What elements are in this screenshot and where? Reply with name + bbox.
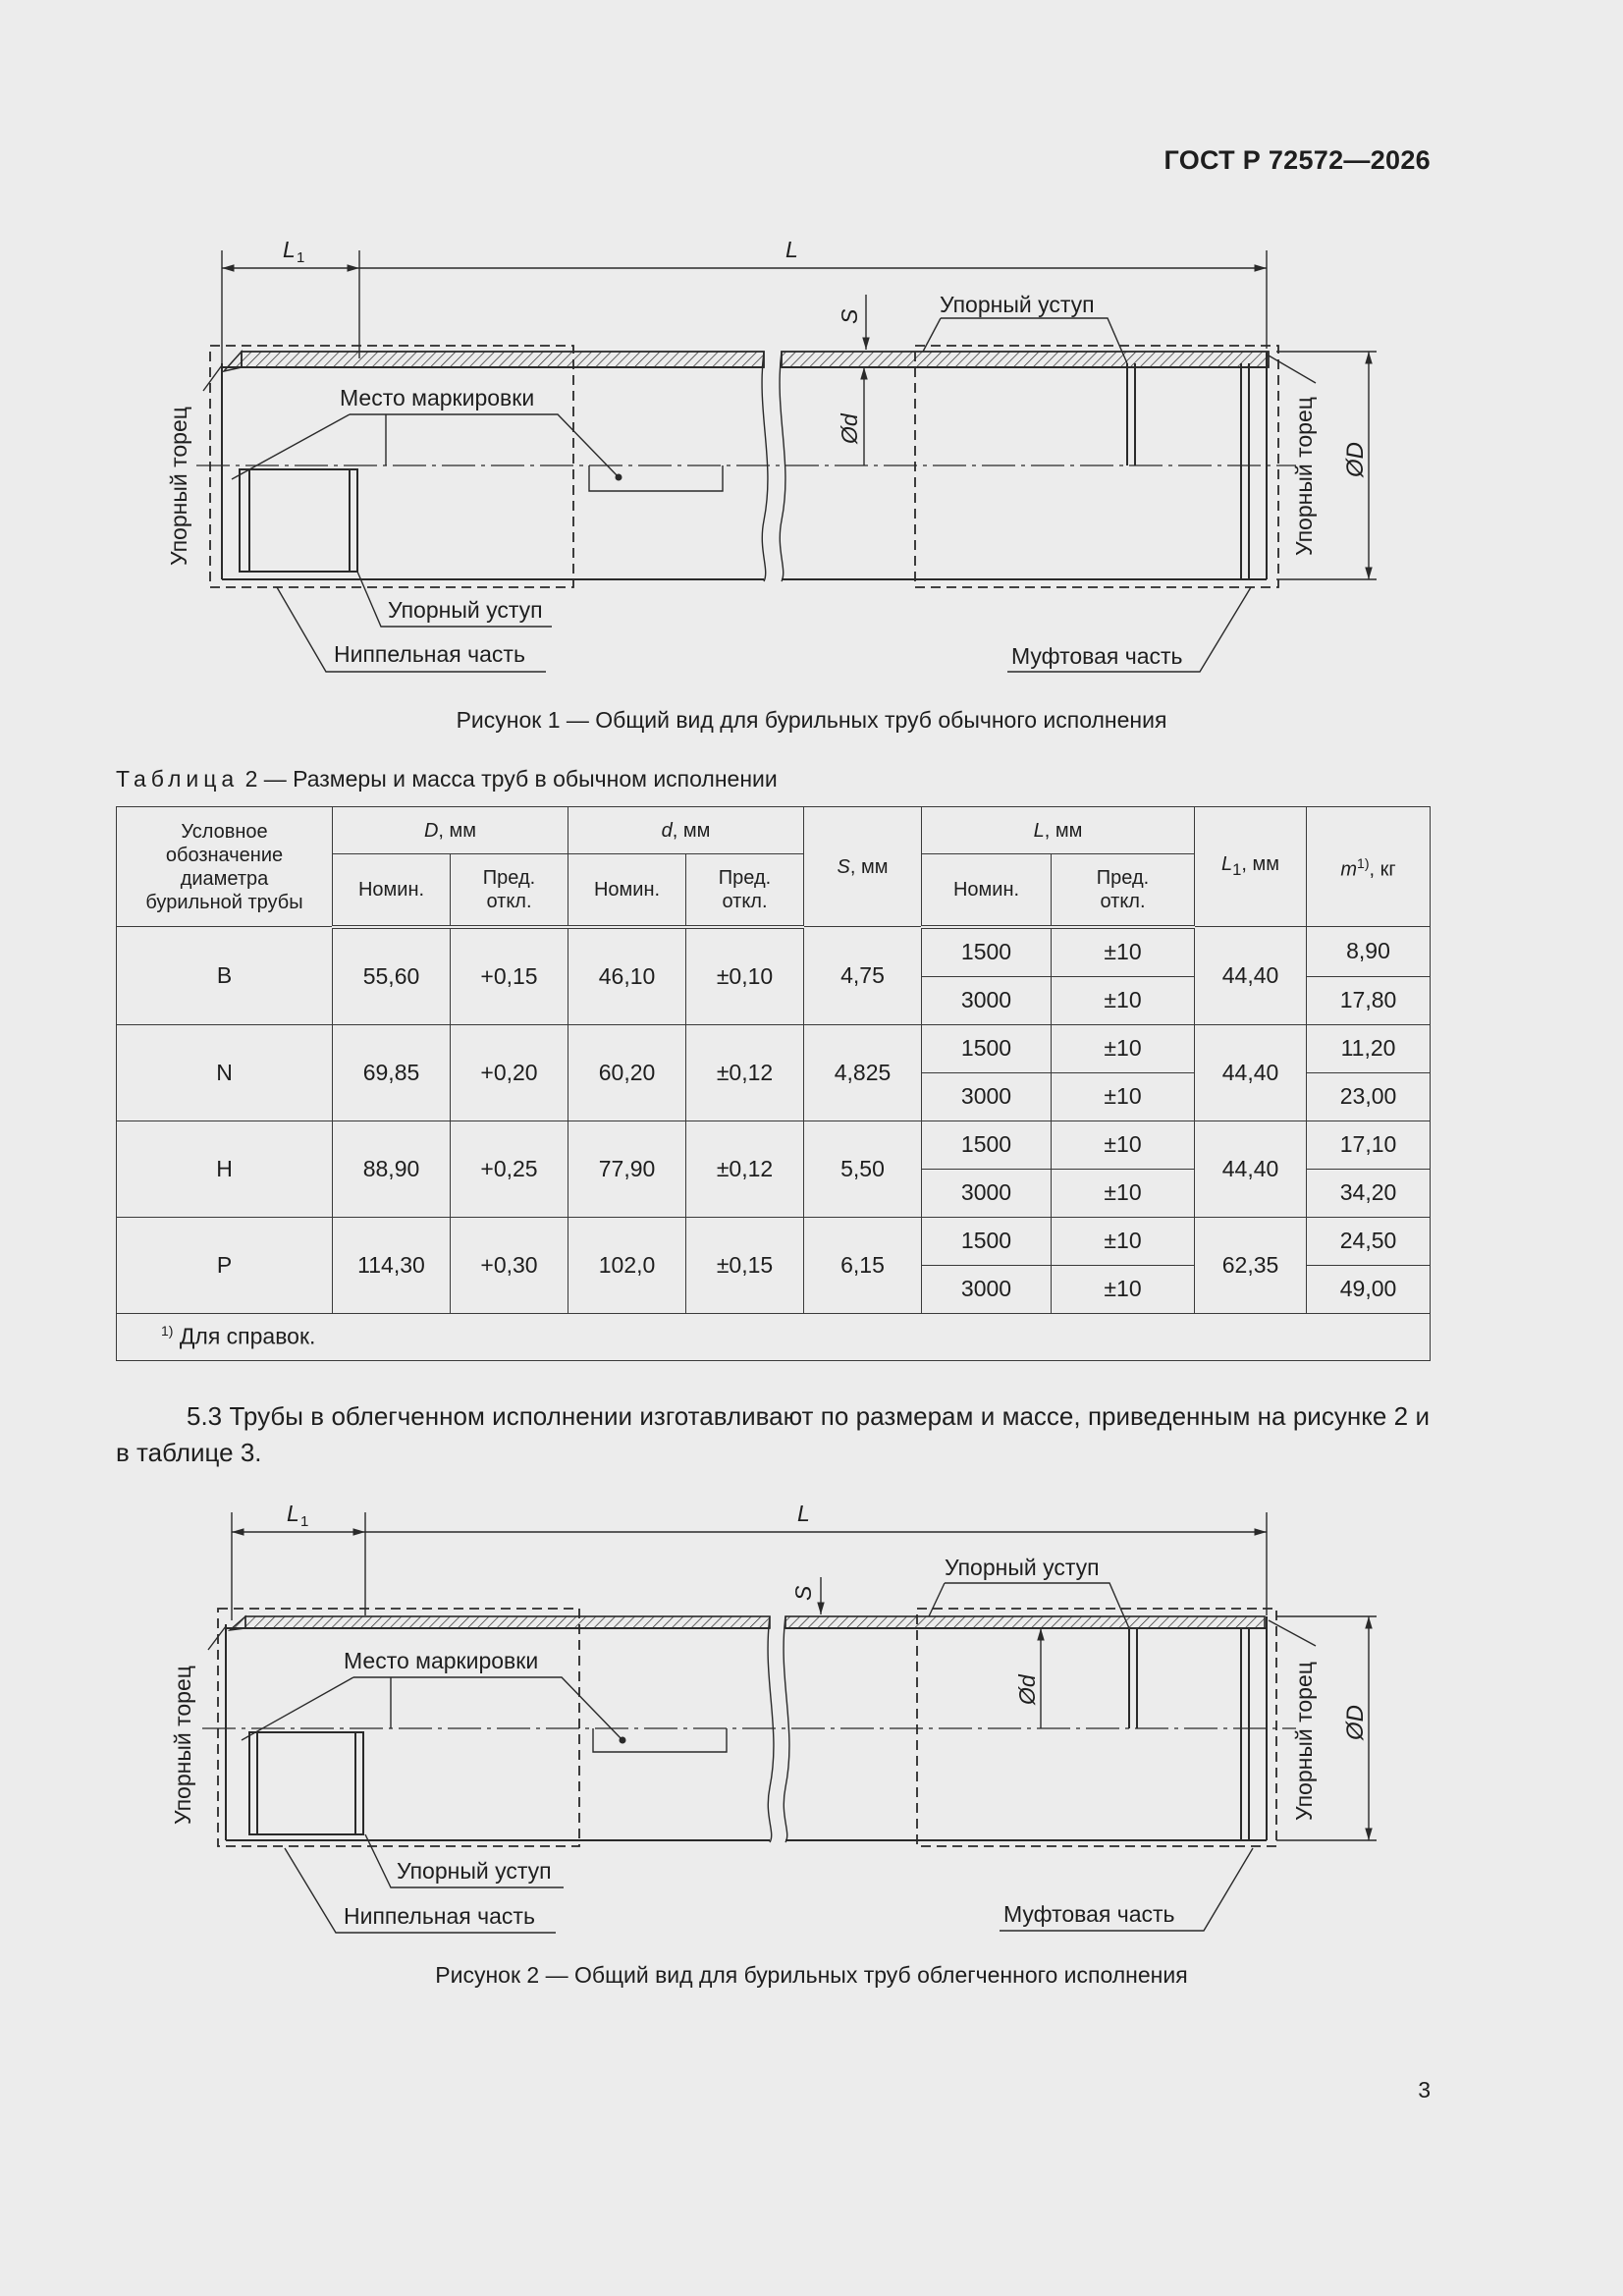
table-row: 3000 ±10 17,80 [117, 976, 1431, 1024]
header-D: D, мм [333, 807, 568, 854]
table-row: 3000 ±10 34,20 [117, 1169, 1431, 1217]
fig1-thrust-face-right: Упорный торец [1291, 397, 1317, 556]
figure-2 [0, 1473, 1623, 2023]
figure-1-caption: Рисунок 1 — Общий вид для бурильных труб обычного исполнения [456, 707, 1167, 733]
fig1-d-label: Ød [837, 413, 862, 444]
header-designation: Условное обозначение диаметра бурильной трубы [117, 807, 333, 927]
header-L-nom: Номин. [922, 854, 1052, 927]
header-L: L, мм [922, 807, 1195, 854]
header-D-nom: Номин. [333, 854, 451, 927]
header-L-dev: Пред. откл. [1052, 854, 1195, 927]
header-L1: $L_1$, мм [1195, 807, 1307, 927]
fig2-nipple-part: Ниппельная часть [344, 1903, 535, 1929]
fig2-d-label: Ød [1014, 1674, 1040, 1705]
table-row: P 114,30 +0,30 102,0 ±0,15 6,15 1500 ±10 62,35 24,50 [117, 1217, 1431, 1265]
figure-1 [0, 0, 1623, 746]
table-2-title [116, 766, 778, 793]
fig1-coupling-part: Муфтовая часть [1011, 643, 1183, 669]
fig1-thrust-face-left: Упорный торец [166, 407, 191, 566]
fig2-thrust-shoulder-bottom: Упорный уступ [397, 1858, 552, 1884]
paragraph-5-3: 5.3 Трубы в облегченном исполнении изготавливают по размерам и массе, приведенным на рисунке 2 и в таблице 3. [116, 1401, 1430, 1467]
table-footnote-row [117, 1313, 1431, 1360]
fig1-thrust-shoulder-bottom: Упорный уступ [388, 597, 543, 623]
table-row: H 88,90 +0,25 77,90 ±0,12 5,50 1500 ±10 44,40 17,10 [117, 1121, 1431, 1169]
fig2-L-label: L [797, 1501, 810, 1526]
fig2-thrust-face-right: Упорный торец [1291, 1662, 1317, 1821]
header-d: d, мм [568, 807, 804, 854]
header-S: S, мм [804, 807, 922, 927]
fig2-thrust-face-left: Упорный торец [170, 1666, 195, 1825]
header-d-nom: Номин. [568, 854, 686, 927]
fig2-thrust-shoulder-top: Упорный уступ [945, 1555, 1100, 1580]
fig2-L1-label: L [287, 1501, 299, 1526]
table-row: 3000 ±10 49,00 [117, 1265, 1431, 1313]
table-row: N 69,85 +0,20 60,20 ±0,12 4,825 1500 ±10 44,40 11,20 [117, 1024, 1431, 1072]
fig1-nipple-part: Ниппельная часть [334, 641, 525, 667]
page-number: 3 [1418, 2077, 1431, 2103]
figure-2-caption: Рисунок 2 — Общий вид для бурильных труб облегченного исполнения [435, 1962, 1188, 1988]
header-D-dev: Пред. откл. [451, 854, 568, 927]
fig1-D-label: ØD [1342, 442, 1369, 477]
figure-1-drawing [0, 0, 1623, 746]
fig2-L1-sub: 1 [300, 1513, 309, 1530]
table-row: 3000 ±10 23,00 [117, 1072, 1431, 1121]
table-2 [116, 806, 1431, 1361]
header-m: $m^{1)}$, кг [1307, 807, 1431, 927]
table-title-rest: 2 — Размеры и масса труб в обычном исполнении [239, 766, 778, 792]
table-footnote: $^{1)}$ Для справок. [117, 1313, 1431, 1360]
fig2-S-label: S [790, 1585, 816, 1601]
table-row: B 55,60 +0,15 46,10 ±0,10 4,75 1500 ±10 44,40 8,90 [117, 927, 1431, 977]
fig1-L1-label: L [283, 237, 296, 262]
header-d-dev: Пред. откл. [686, 854, 804, 927]
fig1-L-label: L [785, 237, 798, 262]
fig2-coupling-part: Муфтовая часть [1003, 1901, 1175, 1927]
fig1-thrust-shoulder-top: Упорный уступ [940, 292, 1095, 317]
fig1-marking-place: Место маркировки [340, 385, 535, 410]
figure-2-drawing [0, 1473, 1623, 2023]
fig1-L1-sub: 1 [297, 249, 305, 266]
standard-header: ГОСТ Р 72572—2026 [1163, 145, 1431, 175]
table-title-prefix: Таблица [116, 766, 240, 792]
fig2-D-label: ØD [1342, 1705, 1369, 1740]
fig1-S-label: S [837, 308, 862, 324]
fig2-marking-place: Место маркировки [344, 1648, 539, 1673]
